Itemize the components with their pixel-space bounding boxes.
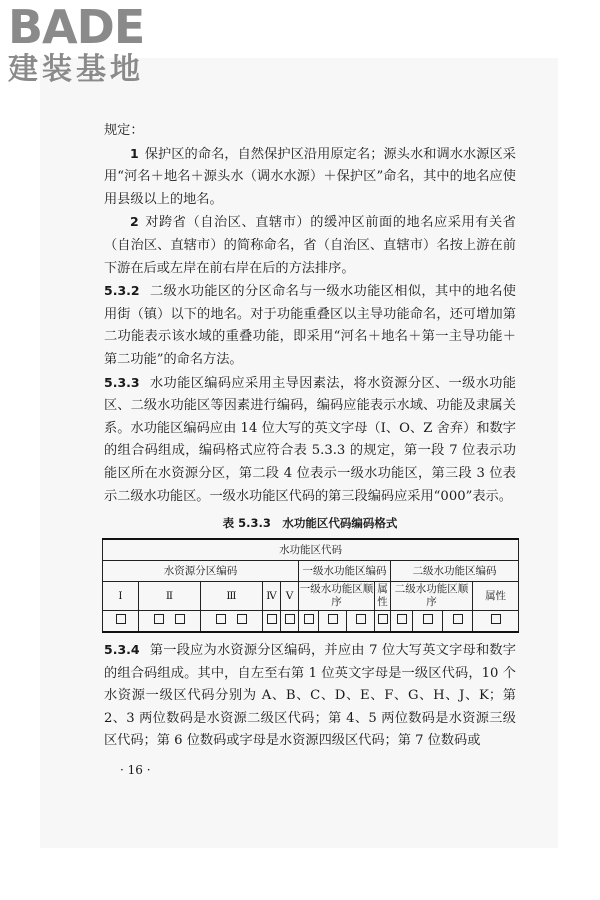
table-title: 水功能区代码	[103, 539, 519, 561]
code-box-icon	[491, 614, 501, 624]
code-slot	[281, 611, 299, 633]
section-number: 5.3.2	[104, 283, 140, 299]
subheader-cell: 属性	[375, 582, 391, 611]
code-slot	[413, 611, 443, 633]
section-number: 5.3.4	[104, 642, 140, 658]
subheader-cell: 二级水功能区顺序	[391, 582, 473, 611]
code-slot	[263, 611, 281, 633]
code-box-icon	[378, 614, 388, 624]
document-body	[104, 120, 516, 753]
code-box-icon	[216, 614, 226, 624]
rule-2	[104, 211, 516, 280]
section-text: 第一段应为水资源分区编码，并应由 7 位大写英文字母和数字的组合码组成。其中，自左至右第 1 位英文字母是一级区代码，10 个水资源一级区代码分别为 A、B、C、D、E、F、G、H、J、K；第 2、3 两位数码是水资源二级区代码；第 4、5 两位数码是水资源三级区代码；第 6 位数码或字母是水资源四级区代码；第 7 位数码或	[104, 643, 516, 749]
code-slot	[443, 611, 473, 633]
code-box-icon	[328, 614, 338, 624]
code-format-table	[102, 538, 519, 633]
section-text: 水功能区编码应采用主导因素法，将水资源分区、一级水功能区、二级水功能区等因素进行编码，编码应能表示水域、功能及隶属关系。水功能区编码应由 14 位大写的英文字母（I、O、Z 舍弃）和数字的组合码组成，编码格式应符合表 5.3.3 的规定，第一段 7 位表示功能区所在水资源分区，第二段 4 位表示一级水功能区，第三段 3 位表示二级水功能区。一级水功能区代码的第三段编码应采用“000”表示。	[104, 375, 516, 504]
code-slot	[391, 611, 413, 633]
rule-number: 1	[130, 145, 139, 161]
table-caption: 表 5.3.3 水功能区代码编码格式	[222, 516, 398, 531]
code-slot	[375, 611, 391, 633]
code-box-icon	[154, 614, 164, 624]
code-slot	[103, 611, 139, 633]
intro-text: 规定：	[104, 123, 144, 138]
code-box-icon	[356, 614, 366, 624]
code-slot	[201, 611, 263, 633]
code-box-icon	[453, 614, 463, 624]
code-slot	[473, 611, 519, 633]
section-5-3-3	[104, 372, 516, 509]
rule-text: 对跨省（自治区、直辖市）的缓冲区前面的地名应采用有关省（自治区、直辖市）的简称命名，省（自治区、直辖市）名按上游在前下游在后或左岸在前右岸在后的方法排序。	[104, 215, 516, 276]
code-slot	[347, 611, 375, 633]
rule-1	[104, 143, 516, 212]
logo-wordmark: BADE	[8, 0, 145, 54]
group-header: 水资源分区编码	[103, 561, 299, 582]
page-number: · 16 ·	[120, 763, 151, 777]
subheader-cell: 属性	[473, 582, 519, 611]
code-box-icon	[237, 614, 247, 624]
section-text: 二级水功能区的分区命名与一级水功能区相似，其中的地名使用街（镇）以下的地名。对于功能重叠区以主导功能命名，还可增加第二功能表示该水域的重叠功能，即采用“河名＋地名＋第一主导功能＋第二功能”的命名方法。	[104, 284, 516, 367]
subheader-cell: Ⅴ	[281, 582, 299, 611]
subheader-cell: Ⅱ	[139, 582, 201, 611]
code-slot	[319, 611, 347, 633]
code-box-icon	[116, 614, 126, 624]
subheader-cell: Ⅰ	[103, 582, 139, 611]
group-header: 一级水功能区编码	[299, 561, 391, 582]
code-slot	[139, 611, 201, 633]
subheader-cell: 一级水功能区顺序	[299, 582, 375, 611]
code-box-icon	[304, 614, 314, 624]
section-number: 5.3.3	[104, 374, 140, 390]
logo-subtitle: 建装基地	[8, 52, 144, 87]
group-header: 二级水功能区编码	[391, 561, 519, 582]
rule-text: 保护区的命名，自然保护区沿用原定名；源头水和调水水源区采用“河名＋地名＋源头水（调水水源）＋保护区”命名，其中的地名应使用县级以上的地名。	[104, 146, 516, 207]
section-5-3-2	[104, 280, 516, 371]
code-box-icon	[397, 614, 407, 624]
code-box-icon	[175, 614, 185, 624]
section-5-3-4	[104, 639, 516, 753]
code-box-icon	[267, 614, 277, 624]
code-box-icon	[285, 614, 295, 624]
code-box-icon	[423, 614, 433, 624]
code-slot	[299, 611, 319, 633]
subheader-cell: Ⅳ	[263, 582, 281, 611]
rule-number: 2	[130, 214, 139, 230]
subheader-cell: Ⅲ	[201, 582, 263, 611]
bade-logo	[8, 2, 144, 88]
